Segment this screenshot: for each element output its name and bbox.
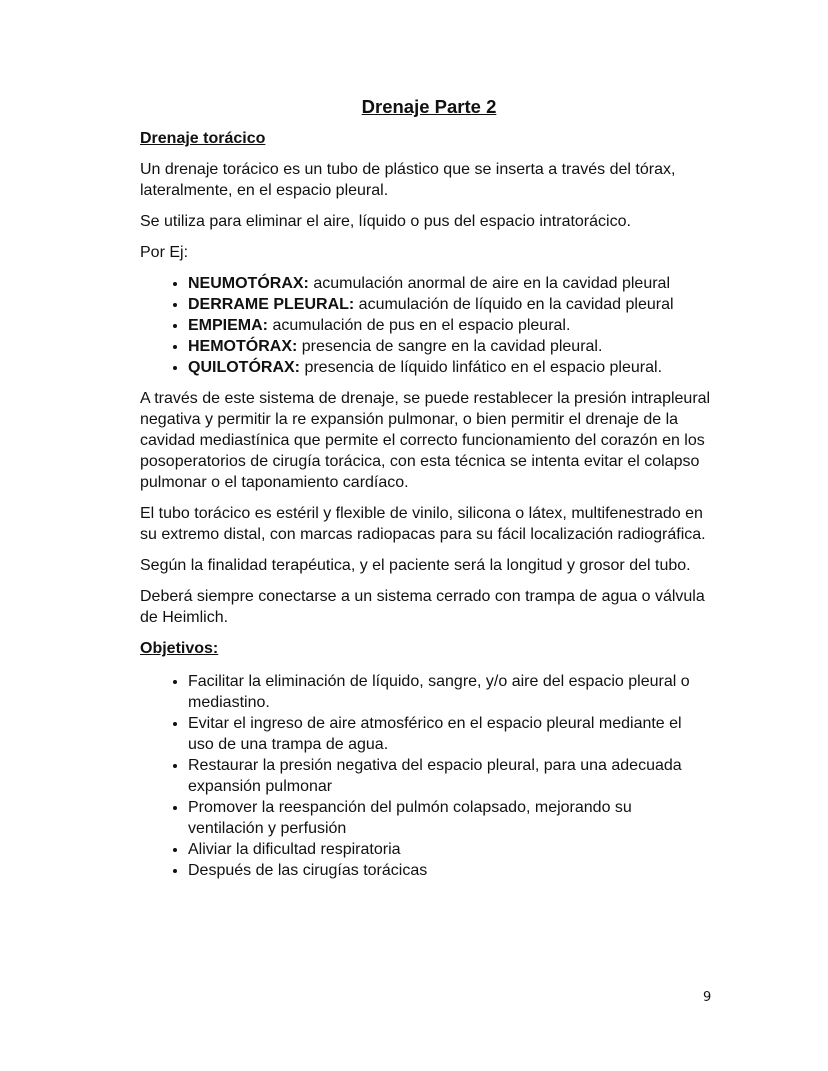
term: QUILOTÓRAX: xyxy=(188,359,300,376)
paragraph: Según la finalidad terapéutica, y el paciente será la longitud y grosor del tubo. xyxy=(140,557,691,574)
paragraph: Un drenaje torácico es un tubo de plástico que se inserta a través del tórax, lateralmente, en el espacio pleural. xyxy=(140,161,676,199)
document-page xyxy=(140,96,718,891)
term: EMPIEMA: xyxy=(188,317,268,334)
definition: presencia de sangre en la cavidad pleural. xyxy=(297,338,603,355)
list-item xyxy=(188,273,718,294)
objectives-list xyxy=(140,671,708,881)
page-title: Drenaje Parte 2 xyxy=(361,96,497,117)
definition: presencia de líquido linfático en el espacio pleural. xyxy=(300,359,663,376)
page-number: 9 xyxy=(703,990,712,1005)
paragraph: A través de este sistema de drenaje, se puede restablecer la presión intrapleural negativa y permitir la re expansión pulmonar, o bien permitir el drenaje de la cavidad mediastínica que permite el correcto funcionamiento del corazón en los posoperatorios de cirugía torácica, con esta técnica se intenta evitar el colapso pulmonar o el taponamiento cardíaco. xyxy=(140,390,711,491)
list-item: • Promover la reespanción del pulmón colapsado, mejorando su ventilación y perfusión xyxy=(188,797,708,839)
paragraph: Se utiliza para eliminar el aire, líquido o pus del espacio intratorácico. xyxy=(140,213,631,230)
paragraph: Por Ej: xyxy=(140,244,189,261)
paragraph: El tubo torácico es estéril y flexible de vinilo, silicona o látex, multifenestrado en su extremo distal, con marcas radiopacas para su fácil localización radiográfica. xyxy=(140,505,706,543)
definition: acumulación de líquido en la cavidad pleural xyxy=(354,296,674,313)
list-item xyxy=(188,336,718,357)
examples-list xyxy=(140,273,718,378)
section-heading-drenaje: Drenaje torácico xyxy=(140,130,266,147)
definition: acumulación de pus en el espacio pleural. xyxy=(268,317,571,334)
list-item: • Aliviar la dificultad respiratoria xyxy=(188,839,708,860)
paragraph: Deberá siempre conectarse a un sistema cerrado con trampa de agua o válvula de Heimlich. xyxy=(140,588,705,626)
term: NEUMOTÓRAX: xyxy=(188,275,309,292)
list-item: • Facilitar la eliminación de líquido, sangre, y/o aire del espacio pleural o mediastino. xyxy=(188,671,708,713)
list-item: • Restaurar la presión negativa del espacio pleural, para una adecuada expansión pulmonar xyxy=(188,755,708,797)
list-item xyxy=(188,315,718,336)
list-item: • Después de las cirugías torácicas xyxy=(188,860,708,881)
definition: acumulación anormal de aire en la cavidad pleural xyxy=(308,275,670,292)
list-item xyxy=(188,294,718,315)
section-heading-objetivos: Objetivos: xyxy=(140,640,219,657)
list-item xyxy=(188,357,718,378)
term: DERRAME PLEURAL: xyxy=(188,296,355,313)
list-item: • Evitar el ingreso de aire atmosférico en el espacio pleural mediante el uso de una trampa de agua. xyxy=(188,713,708,755)
term: HEMOTÓRAX: xyxy=(188,338,298,355)
